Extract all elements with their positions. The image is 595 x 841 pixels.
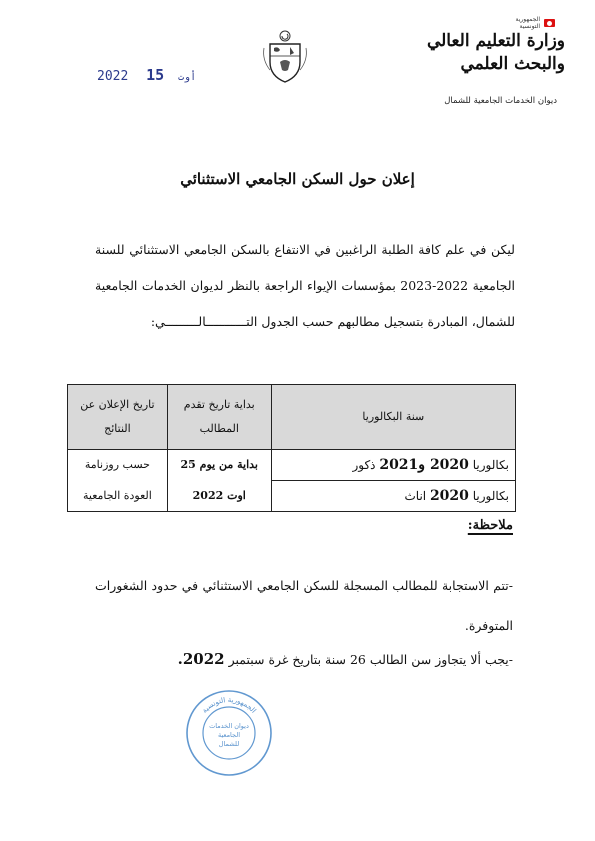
bac-years: 2020: [429, 488, 469, 504]
ministry-banner: [455, 16, 555, 30]
date-stamp: [97, 66, 202, 84]
banner-line-2: التونسية: [519, 23, 540, 30]
bac-suffix: اناث: [404, 489, 430, 503]
header-start-date: بداية تاريخ تقدم المطالب: [167, 385, 271, 450]
stamp-inner-line-3: للشمال: [218, 740, 240, 748]
ministry-title: [425, 30, 565, 76]
schedule-table: [67, 384, 516, 512]
header-results-date: تاريخ الإعلان عن النتائج: [68, 385, 168, 450]
bac-cell: [271, 481, 515, 512]
note-item-2-text: -يجب ألا يتجاوز سن الطالب 26 سنة بتاريخ غرة سبتمبر: [224, 652, 513, 667]
coat-of-arms-icon: [260, 28, 310, 84]
svg-text:الجمهورية التونسية: [201, 696, 258, 715]
date-stamp-year: 2022: [97, 69, 129, 84]
note-item-2: [95, 648, 513, 671]
office-name: ديوان الخدمات الجامعية للشمال: [444, 96, 557, 106]
ministry-title-line-2: والبحث العلمي: [460, 54, 565, 74]
banner-line-1: الجمهورية: [515, 16, 540, 23]
bac-prefix: بكالوريا: [468, 458, 509, 472]
stamp-inner-line-2: الجامعية: [217, 731, 241, 739]
table-header-row: [68, 385, 516, 450]
ministry-title-line-1: وزارة التعليم العالي: [426, 31, 565, 51]
announcement-paragraph: ليكن في علم كافة الطلبة الراغبين في الانتفاع بالسكن الجامعي الاستثنائي للسنة الجامعية 2022-2023 بمؤسسات الإيواء الراجعة بالنظر لديوان الخدمات الجامعية للشمال، المبادرة بتسجيل مطالبهم حسب الجدول التـــــــــــالـــــــــي:: [95, 242, 515, 329]
note-item-2-year: 2022.: [177, 650, 225, 668]
official-stamp-icon: [184, 688, 274, 778]
tunisia-flag-icon: [544, 19, 555, 27]
start-date-line-2: اوت 2022: [167, 481, 271, 512]
note-item-1: -تتم الاستجابة للمطالب المسجلة للسكن الجامعي الاستثنائي في حدود الشغورات المتوفرة.: [95, 578, 513, 633]
table-row: [68, 481, 516, 512]
bac-years: 2020 و2021: [379, 457, 469, 473]
stamp-inner-line-1: ديوان الخدمات: [209, 722, 249, 730]
note-heading: ملاحظة:: [467, 518, 513, 533]
start-date-line-1: بداية من يوم 25: [167, 450, 271, 481]
document-title: إعلان حول السكن الجامعي الاستثنائي: [180, 170, 415, 188]
results-line-2: العودة الجامعية: [68, 481, 168, 512]
bac-suffix: ذكور: [352, 458, 380, 472]
bac-cell: [271, 450, 515, 481]
table-row: [68, 450, 516, 481]
header-bac-year: سنة البكالوريا: [271, 385, 515, 450]
date-stamp-month: أوت: [178, 72, 197, 83]
date-stamp-day: 15: [146, 66, 165, 84]
results-line-1: حسب روزنامة: [68, 450, 168, 481]
bac-prefix: بكالوريا: [468, 489, 509, 503]
stamp-outer-text: الجمهورية التونسية: [200, 695, 258, 715]
